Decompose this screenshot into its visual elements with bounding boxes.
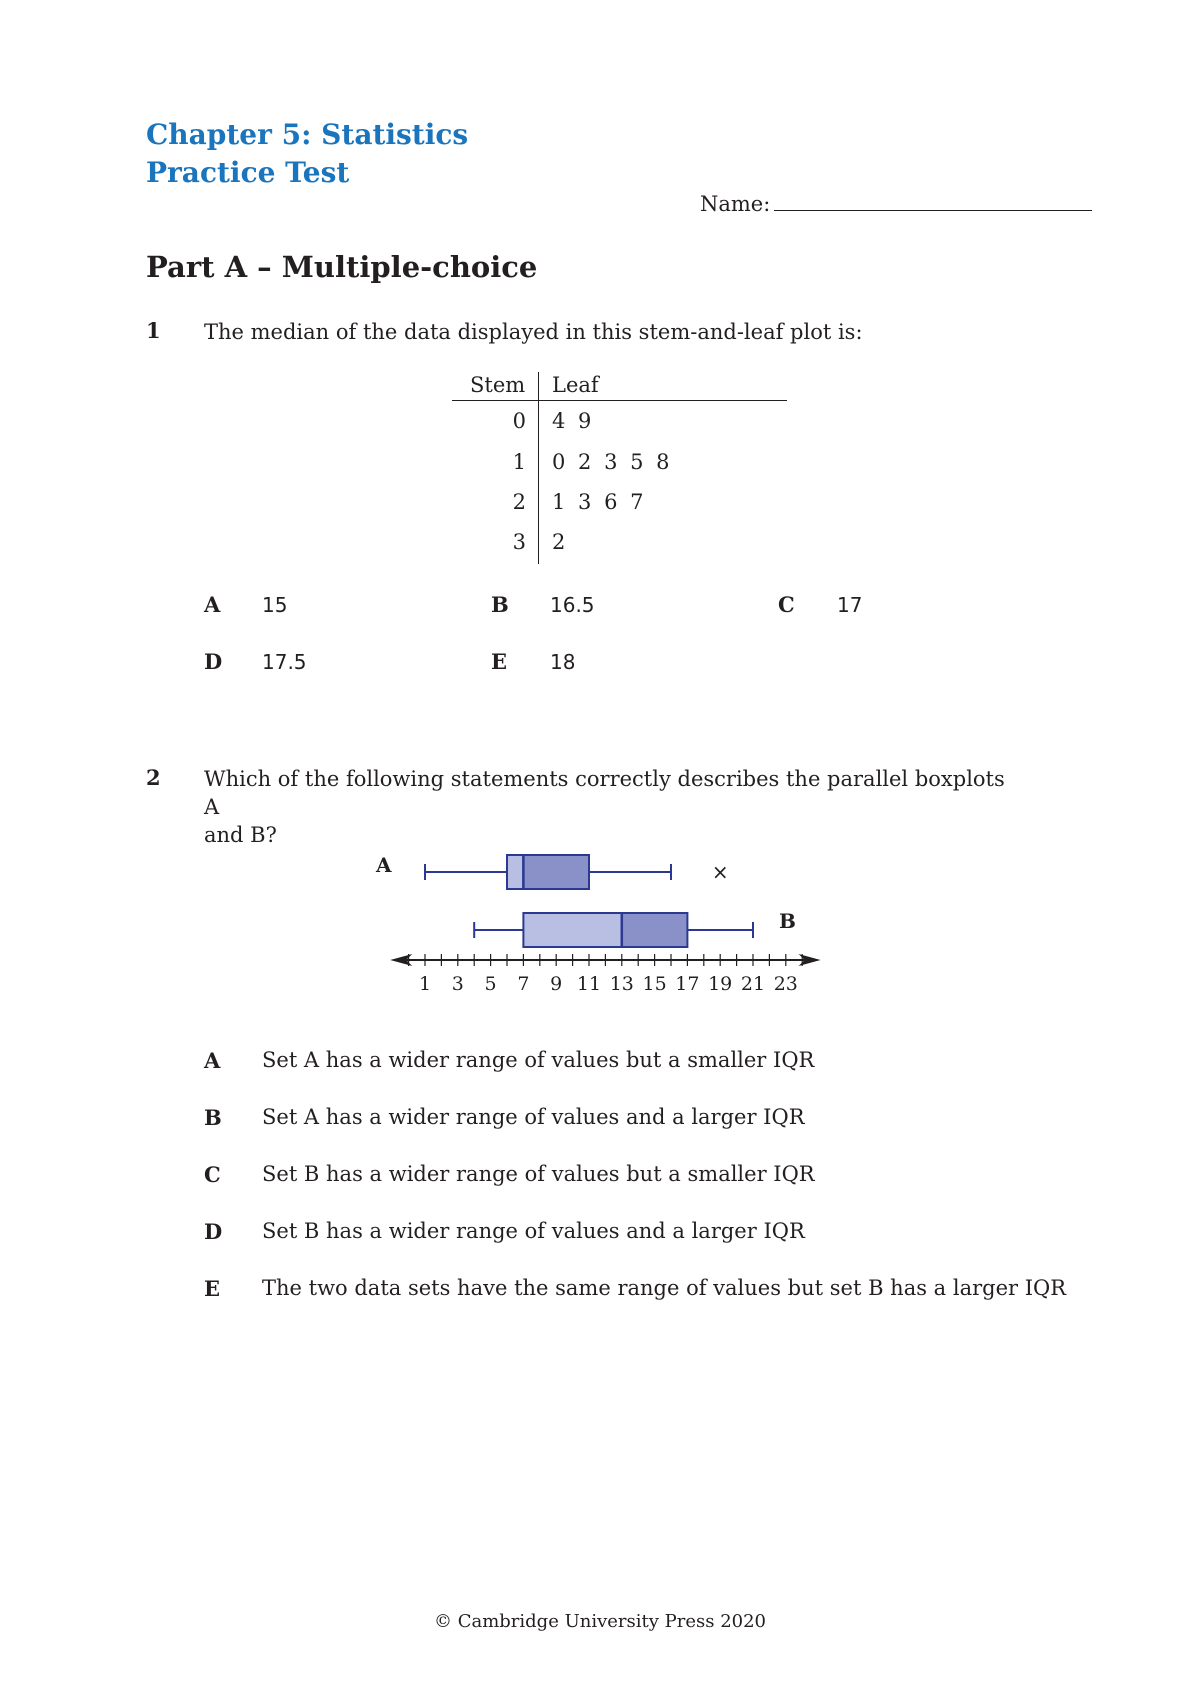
option-letter: C [778,592,795,617]
chapter-title: Chapter 5: Statistics [146,118,469,151]
boxplot-lower-box [523,913,621,947]
boxplot-lower-box [507,855,523,889]
axis-tick-label: 5 [484,973,497,995]
practice-test-subtitle: Practice Test [146,156,350,189]
name-label: Name: [700,192,771,216]
leaf-values: 4 9 [552,409,592,433]
axis-tick-label: 9 [550,973,563,995]
question-2-text-line: Which of the following statements correctly describes the parallel boxplots A [204,767,1005,819]
option-text: 17 [837,593,863,617]
stem-value: 3 [512,530,526,554]
axis-tick-label: 1 [418,973,432,995]
axis-tick-label: 13 [609,973,634,995]
leaf-values: 0 2 3 5 8 [552,450,670,474]
option-text: Set B has a wider range of values and a larger IQR [262,1219,805,1243]
option-text: 16.5 [550,593,595,617]
boxplot-series-label: B [779,909,796,933]
part-a-heading: Part A – Multiple-choice [146,250,538,284]
axis-tick-label: 21 [740,973,766,995]
question-1-number: 1 [146,318,161,343]
option-text: The two data sets have the same range of values but set B has a larger IQR [262,1276,1067,1300]
boxplot-upper-box [622,913,688,947]
axis-tick-label: 7 [517,973,530,995]
boxplot-series-label: A [376,853,392,877]
outlier-marker: × [711,860,729,884]
option-letter: C [204,1162,221,1187]
axis-tick-label: 3 [451,973,464,995]
option-letter: B [491,592,509,617]
question-2-text-line: and B? [204,823,277,847]
option-letter: B [204,1105,222,1130]
axis-tick-label: 17 [675,973,700,995]
option-letter: A [204,592,221,617]
axis-tick-label: 11 [576,973,602,995]
stem-value: 1 [512,450,526,474]
option-text: Set A has a wider range of values but a smaller IQR [262,1048,815,1072]
option-text: Set B has a wider range of values but a smaller IQR [262,1162,815,1186]
stem-value: 0 [512,409,526,433]
option-letter: D [204,1219,223,1244]
option-letter: E [204,1276,221,1301]
option-text: 17.5 [262,650,307,674]
option-text: 18 [550,650,576,674]
option-text: Set A has a wider range of values and a larger IQR [262,1105,805,1129]
axis-tick-label: 23 [773,973,798,995]
option-letter: D [204,649,223,674]
leaf-values: 1 3 6 7 [552,490,644,514]
stem-value: 2 [512,490,526,514]
axis-tick-label: 19 [708,973,733,995]
boxplot-upper-box [523,855,589,889]
question-1-text: The median of the data displayed in this stem-and-leaf plot is: [204,320,863,344]
option-text: 15 [262,593,288,617]
question-2-number: 2 [146,765,161,790]
option-letter: A [204,1048,221,1073]
axis-tick-label: 15 [642,973,667,995]
leaf-header: Leaf [552,373,599,397]
leaf-values: 2 [552,530,566,554]
copyright-footer: © Cambridge University Press 2020 [433,1611,767,1632]
stem-header: Stem [470,373,526,397]
option-letter: E [491,649,508,674]
